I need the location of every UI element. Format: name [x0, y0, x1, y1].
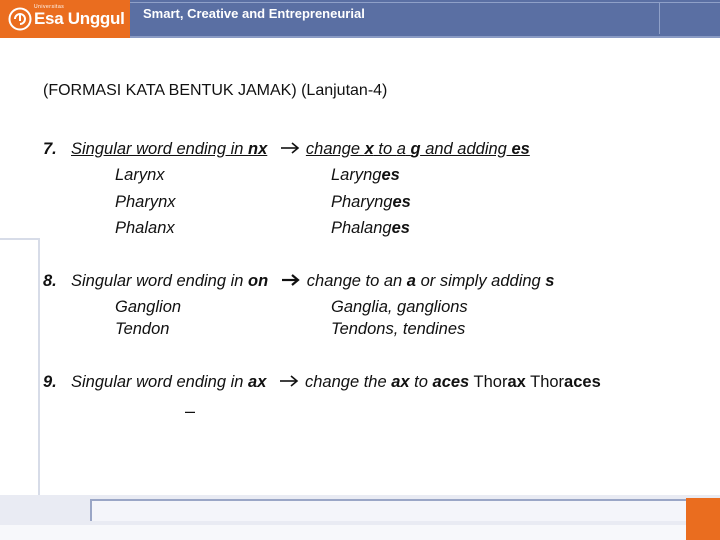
example-singular: Pharynx	[115, 193, 176, 211]
rule-text	[71, 272, 554, 291]
rule-text2: to	[409, 373, 433, 391]
example-plural: Tendons, tendines	[331, 320, 466, 338]
rule-a: a	[406, 272, 416, 290]
dash-mark: –	[185, 401, 196, 421]
example-plural	[331, 219, 410, 238]
slide-title: (FORMASI KATA BENTUK JAMAK) (Lanjutan-4)	[43, 82, 388, 99]
header-band	[0, 0, 720, 38]
rule-prefix: Singular word ending in	[71, 272, 249, 290]
example-plural	[331, 166, 400, 185]
rule-key: nx	[248, 140, 268, 158]
example-plural-suffix: aces	[564, 373, 601, 391]
rule-text2: or simply adding	[415, 272, 546, 290]
rule-text1: change to an	[306, 272, 407, 290]
logo-subtitle: Universitas	[34, 4, 65, 10]
rule-es: es	[511, 140, 530, 158]
example-plural: Ganglia, ganglions	[331, 298, 468, 316]
rule-a: a	[396, 140, 406, 158]
rule-g: g	[410, 140, 421, 158]
example-singular: Ganglion	[115, 298, 182, 316]
logo	[0, 0, 130, 38]
plural-stem: Phalang	[331, 219, 392, 237]
logo-name: Esa Unggul	[34, 9, 125, 28]
example-plural-stem: Thor	[525, 373, 565, 391]
rule-prefix: Singular word ending in	[71, 373, 249, 391]
plural-suffix: es	[392, 193, 411, 211]
rule-text	[71, 373, 601, 392]
item-number: 9.	[43, 373, 57, 391]
footer-bottom	[0, 525, 686, 540]
tagline: Smart, Creative and Entrepreneurial	[143, 6, 365, 21]
rule-from: ax	[391, 373, 410, 391]
rule-item-7	[43, 140, 703, 240]
rule-and: and adding	[420, 140, 512, 158]
footer-accent	[686, 498, 720, 540]
arrow-right-icon	[280, 141, 300, 155]
plural-stem: Pharyng	[331, 193, 393, 211]
header-frame-right	[660, 2, 720, 34]
rule-s: s	[545, 272, 555, 290]
rule-text1: change the	[304, 373, 392, 391]
plural-suffix: es	[381, 166, 400, 184]
example-plural	[331, 193, 411, 212]
rule-key: on	[248, 272, 269, 290]
item-number: 8.	[43, 272, 57, 290]
arrow-right-icon	[279, 374, 299, 388]
example-singular: Phalanx	[115, 219, 175, 237]
rule-to-word: to	[373, 140, 397, 158]
rule-item-9	[43, 373, 703, 399]
example-singular-suffix: ax	[507, 373, 526, 391]
footer-inner-frame	[90, 499, 686, 521]
rule-to: aces	[432, 373, 470, 391]
example-singular: Tendon	[115, 320, 170, 338]
rule-prefix: Singular word ending in	[71, 140, 249, 158]
item-number: 7.	[43, 140, 57, 158]
plural-suffix: es	[391, 219, 410, 237]
rule-from: x	[364, 140, 374, 158]
example-singular: Larynx	[115, 166, 165, 184]
plural-stem: Laryng	[331, 166, 382, 184]
rule-change: change	[305, 140, 365, 158]
frame-line-vertical	[38, 238, 40, 495]
rule-text	[71, 140, 530, 159]
rule-key: ax	[248, 373, 267, 391]
logo-emblem-icon	[8, 7, 32, 31]
arrow-right-icon	[281, 273, 301, 287]
frame-line-left	[0, 238, 40, 240]
rule-item-8	[43, 272, 703, 342]
example-singular-stem: Thor	[469, 373, 508, 391]
